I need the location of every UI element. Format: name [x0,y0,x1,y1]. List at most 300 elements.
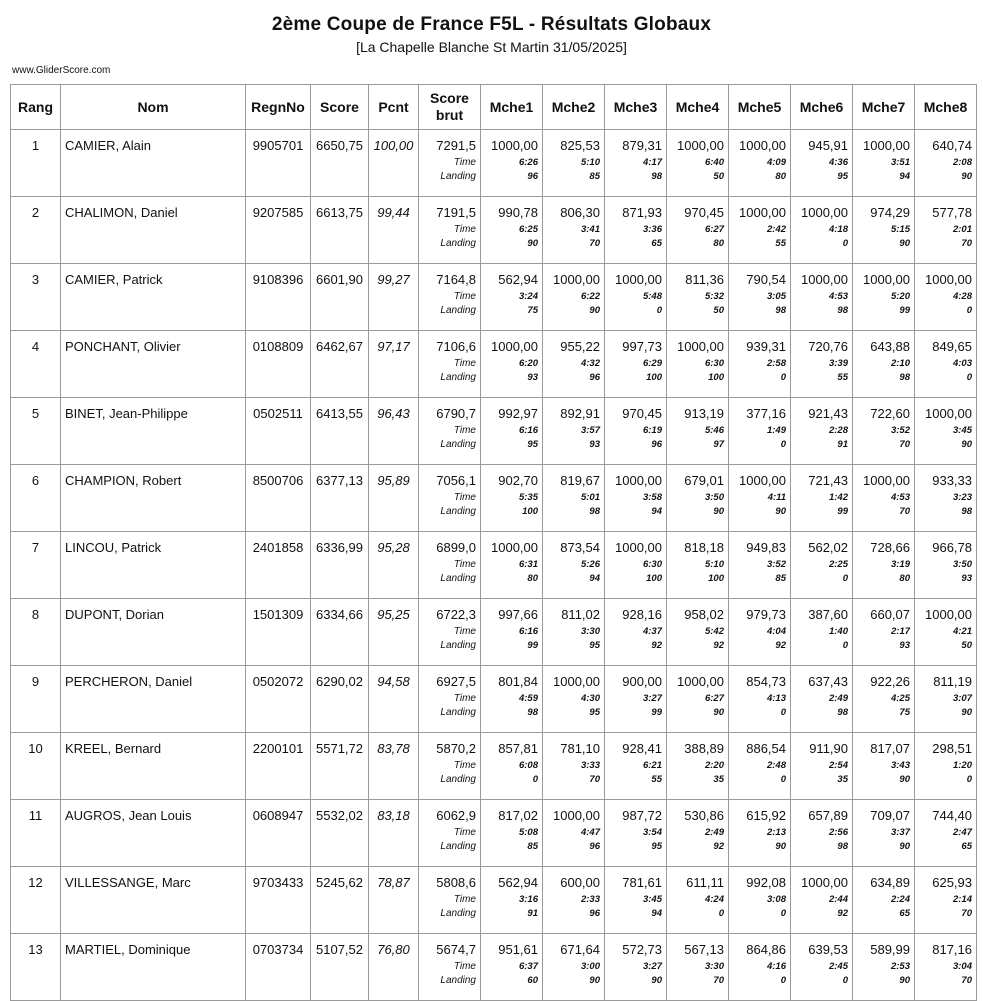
regn-no-cell: 8500706 [246,465,311,532]
round-landing: 96 [589,841,600,852]
score-cell: 5571,72 [311,733,369,800]
round-score: 298,51 [932,741,972,756]
round-time: 4:37 [642,626,662,637]
round-landing: 94 [651,908,662,919]
round-landing: 98 [961,506,972,517]
round-time: 3:50 [952,559,972,570]
table-row [11,398,977,465]
regn-no-cell: 2200101 [246,733,311,800]
round-time: 3:39 [828,358,848,369]
round-cell [543,130,605,197]
round-landing: 95 [837,171,848,182]
round-landing: 85 [775,573,786,584]
round-cell [915,599,977,666]
round-landing: 0 [780,439,786,450]
round-cell [605,130,667,197]
round-score: 781,10 [560,741,600,756]
landing-label: Landing [440,506,476,517]
round-cell [915,331,977,398]
round-time: 2:48 [766,760,786,771]
round-score: 879,31 [622,138,662,153]
round-cell [543,264,605,331]
round-time: 1:42 [828,492,848,503]
regn-no-cell: 0608947 [246,800,311,867]
percent-cell: 76,80 [369,934,419,1001]
score-brut-cell [419,264,481,331]
round-cell [853,532,915,599]
round-time: 3:07 [952,693,972,704]
regn-no-cell: 9905701 [246,130,311,197]
regn-no-cell: 0108809 [246,331,311,398]
regn-no-cell: 9207585 [246,197,311,264]
percent-cell: 83,78 [369,733,419,800]
round-time: 4:59 [518,693,538,704]
round-score: 1000,00 [553,674,600,689]
round-time: 6:30 [704,358,724,369]
round-time: 6:21 [642,760,662,771]
rank-cell: 9 [11,666,61,733]
table-row [11,130,977,197]
round-time: 6:16 [518,626,538,637]
score-brut-value: 7164,8 [436,272,476,287]
round-landing: 92 [775,640,786,651]
round-cell [915,130,977,197]
col-header-pcnt: Pcnt [369,85,419,130]
round-landing: 93 [589,439,600,450]
round-landing: 92 [837,908,848,919]
score-brut-cell [419,532,481,599]
regn-no-cell: 1501309 [246,599,311,666]
table-row [11,331,977,398]
round-cell [605,331,667,398]
round-landing: 95 [651,841,662,852]
round-time: 6:30 [642,559,662,570]
round-landing: 0 [842,975,848,986]
round-cell [853,331,915,398]
round-landing: 93 [899,640,910,651]
round-landing: 100 [708,372,724,383]
col-header-score: Score [311,85,369,130]
round-landing: 93 [527,372,538,383]
round-cell [481,331,543,398]
round-landing: 70 [589,238,600,249]
round-landing: 0 [842,640,848,651]
round-score: 1000,00 [801,272,848,287]
round-landing: 98 [589,506,600,517]
round-time: 3:36 [642,224,662,235]
round-landing: 98 [837,841,848,852]
round-score: 1000,00 [491,540,538,555]
percent-cell: 83,18 [369,800,419,867]
round-landing: 80 [527,573,538,584]
round-landing: 0 [656,305,662,316]
round-score: 721,43 [808,473,848,488]
round-time: 3:27 [642,693,662,704]
round-score: 1000,00 [739,473,786,488]
col-header-mche4: Mche4 [667,85,729,130]
round-time: 3:16 [518,894,538,905]
round-cell [915,666,977,733]
round-score: 818,18 [684,540,724,555]
round-landing: 100 [646,573,662,584]
table-row [11,800,977,867]
score-brut-cell [419,599,481,666]
round-landing: 90 [713,707,724,718]
round-time: 2:45 [828,961,848,972]
round-time: 4:21 [952,626,972,637]
col-header-mche1: Mche1 [481,85,543,130]
round-score: 1000,00 [615,540,662,555]
round-score: 817,02 [498,808,538,823]
round-time: 6:27 [704,693,724,704]
round-score: 562,94 [498,272,538,287]
round-cell [729,599,791,666]
round-landing: 0 [966,305,972,316]
round-cell [853,398,915,465]
round-score: 728,66 [870,540,910,555]
round-time: 4:09 [766,157,786,168]
round-time: 5:35 [518,492,538,503]
round-cell [543,867,605,934]
round-landing: 35 [837,774,848,785]
rank-cell: 13 [11,934,61,1001]
pilot-name-cell: PONCHANT, Olivier [61,331,246,398]
round-time: 5:08 [518,827,538,838]
round-time: 2:13 [766,827,786,838]
round-score: 790,54 [746,272,786,287]
round-time: 3:52 [890,425,910,436]
round-cell [915,398,977,465]
round-landing: 90 [899,774,910,785]
round-cell [605,197,667,264]
round-cell [543,599,605,666]
round-cell [667,666,729,733]
round-time: 2:33 [580,894,600,905]
round-cell [853,733,915,800]
round-landing: 90 [775,506,786,517]
percent-cell: 78,87 [369,867,419,934]
round-cell [915,733,977,800]
round-landing: 70 [899,506,910,517]
round-score: 640,74 [932,138,972,153]
round-cell [791,733,853,800]
round-score: 1000,00 [925,607,972,622]
score-brut-value: 5808,6 [436,875,476,890]
round-time: 4:53 [828,291,848,302]
round-time: 3:41 [580,224,600,235]
round-cell [791,800,853,867]
round-landing: 60 [527,975,538,986]
document-title: 2ème Coupe de France F5L - Résultats Globaux [271,14,712,35]
round-time: 3:54 [642,827,662,838]
round-score: 530,86 [684,808,724,823]
round-cell [791,867,853,934]
round-landing: 55 [775,238,786,249]
round-cell [605,934,667,1001]
score-cell: 6413,55 [311,398,369,465]
score-brut-value: 6062,9 [436,808,476,823]
round-time: 2:24 [890,894,910,905]
round-score: 970,45 [684,205,724,220]
rank-cell: 5 [11,398,61,465]
round-score: 939,31 [746,339,786,354]
round-score: 637,43 [808,674,848,689]
landing-label: Landing [440,841,476,852]
round-score: 864,86 [746,942,786,957]
round-time: 5:26 [580,559,600,570]
header-row [11,85,977,130]
table-row [11,666,977,733]
round-score: 720,76 [808,339,848,354]
round-landing: 90 [961,171,972,182]
round-cell [481,197,543,264]
time-label: Time [453,425,476,436]
round-cell [915,264,977,331]
pilot-name-cell: CAMIER, Alain [61,130,246,197]
round-landing: 85 [589,171,600,182]
round-score: 1000,00 [491,138,538,153]
round-landing: 70 [961,238,972,249]
round-score: 913,19 [684,406,724,421]
round-cell [729,800,791,867]
round-time: 3:30 [580,626,600,637]
round-score: 1000,00 [615,473,662,488]
table-row [11,532,977,599]
pilot-name-cell: MARTIEL, Dominique [61,934,246,1001]
round-time: 3:45 [642,894,662,905]
percent-cell: 95,89 [369,465,419,532]
round-score: 572,73 [622,942,662,957]
round-landing: 70 [961,975,972,986]
round-landing: 75 [899,707,910,718]
round-landing: 65 [651,238,662,249]
round-time: 2:44 [828,894,848,905]
score-brut-value: 7056,1 [436,473,476,488]
round-cell [853,599,915,666]
round-cell [915,867,977,934]
results-table [10,84,977,1001]
round-landing: 98 [837,707,848,718]
round-time: 6:16 [518,425,538,436]
round-score: 679,01 [684,473,724,488]
score-brut-value: 7291,5 [436,138,476,153]
round-time: 4:03 [952,358,972,369]
round-time: 2:54 [828,760,848,771]
pilot-name-cell: DUPONT, Dorian [61,599,246,666]
round-cell [667,130,729,197]
round-cell [853,800,915,867]
round-time: 5:01 [580,492,600,503]
round-score: 388,89 [684,741,724,756]
round-score: 562,02 [808,540,848,555]
score-brut-cell [419,934,481,1001]
time-label: Time [453,693,476,704]
round-time: 1:20 [952,760,972,771]
round-score: 854,73 [746,674,786,689]
round-landing: 98 [651,171,662,182]
round-landing: 94 [589,573,600,584]
round-landing: 91 [837,439,848,450]
round-cell [729,130,791,197]
score-cell: 5532,02 [311,800,369,867]
round-time: 6:40 [704,157,724,168]
round-landing: 65 [961,841,972,852]
score-brut-cell [419,867,481,934]
round-landing: 90 [899,238,910,249]
round-time: 5:48 [642,291,662,302]
round-score: 979,73 [746,607,786,622]
landing-label: Landing [440,573,476,584]
round-cell [543,465,605,532]
pilot-name-cell: KREEL, Bernard [61,733,246,800]
score-brut-cell [419,800,481,867]
round-score: 992,08 [746,875,786,890]
round-landing: 96 [651,439,662,450]
col-header-mche7: Mche7 [853,85,915,130]
round-time: 4:18 [828,224,848,235]
round-score: 1000,00 [863,473,910,488]
round-landing: 100 [522,506,538,517]
col-header-mche3: Mche3 [605,85,667,130]
rank-cell: 11 [11,800,61,867]
pilot-name-cell: VILLESSANGE, Marc [61,867,246,934]
round-score: 928,41 [622,741,662,756]
round-landing: 94 [899,171,910,182]
percent-cell: 96,43 [369,398,419,465]
round-score: 892,91 [560,406,600,421]
time-label: Time [453,626,476,637]
round-cell [667,867,729,934]
round-time: 6:19 [642,425,662,436]
round-time: 4:47 [580,827,600,838]
pilot-name-cell: LINCOU, Patrick [61,532,246,599]
round-time: 5:10 [580,157,600,168]
round-landing: 55 [651,774,662,785]
round-landing: 0 [780,908,786,919]
round-time: 6:37 [518,961,538,972]
round-cell [853,666,915,733]
round-landing: 65 [899,908,910,919]
score-cell: 6462,67 [311,331,369,398]
round-time: 4:13 [766,693,786,704]
round-score: 902,70 [498,473,538,488]
round-score: 589,99 [870,942,910,957]
round-cell [667,800,729,867]
round-time: 5:42 [704,626,724,637]
round-cell [605,398,667,465]
round-time: 1:49 [766,425,786,436]
round-cell [481,867,543,934]
round-landing: 93 [961,573,972,584]
round-cell [853,264,915,331]
round-time: 4:04 [766,626,786,637]
round-cell [791,264,853,331]
round-time: 4:32 [580,358,600,369]
round-score: 811,36 [685,272,724,287]
round-score: 600,00 [560,875,600,890]
round-landing: 70 [899,439,910,450]
round-landing: 80 [899,573,910,584]
round-score: 955,22 [560,339,600,354]
time-label: Time [453,157,476,168]
round-landing: 96 [589,372,600,383]
col-header-regnno: RegnNo [246,85,311,130]
col-header-nom: Nom [61,85,246,130]
score-brut-value: 6927,5 [436,674,476,689]
round-cell [791,130,853,197]
round-score: 1000,00 [739,205,786,220]
round-score: 949,83 [746,540,786,555]
round-time: 2:47 [952,827,972,838]
round-time: 6:26 [518,157,538,168]
round-score: 1000,00 [739,138,786,153]
round-cell [667,197,729,264]
round-time: 4:36 [828,157,848,168]
site-url: www.GliderScore.com [12,65,111,76]
round-time: 3:23 [952,492,972,503]
landing-label: Landing [440,774,476,785]
results-body [11,130,977,1001]
round-landing: 50 [961,640,972,651]
rank-cell: 3 [11,264,61,331]
round-cell [543,532,605,599]
round-score: 671,64 [560,942,600,957]
round-score: 709,07 [870,808,910,823]
round-cell [729,264,791,331]
table-row [11,599,977,666]
table-row [11,733,977,800]
round-time: 2:28 [828,425,848,436]
round-time: 2:17 [890,626,910,637]
round-score: 922,26 [870,674,910,689]
col-header-score-brut [419,85,481,130]
round-score: 1000,00 [677,339,724,354]
round-score: 911,90 [809,741,848,756]
round-cell [667,264,729,331]
round-cell [605,264,667,331]
round-landing: 70 [713,975,724,986]
landing-label: Landing [440,707,476,718]
round-score: 1000,00 [677,674,724,689]
round-time: 2:58 [766,358,786,369]
round-score: 857,81 [498,741,538,756]
round-cell [605,733,667,800]
round-score: 958,02 [684,607,724,622]
score-brut-value: 6722,3 [436,607,476,622]
round-cell [543,197,605,264]
round-landing: 55 [837,372,848,383]
regn-no-cell: 0502072 [246,666,311,733]
round-landing: 100 [646,372,662,383]
table-row [11,197,977,264]
round-score: 997,66 [498,607,538,622]
round-score: 945,91 [808,138,848,153]
round-time: 4:17 [642,157,662,168]
score-cell: 6613,75 [311,197,369,264]
col-header-mche8: Mche8 [915,85,977,130]
round-landing: 99 [651,707,662,718]
round-landing: 91 [527,908,538,919]
round-score: 1000,00 [925,272,972,287]
round-time: 2:49 [704,827,724,838]
round-cell [481,800,543,867]
regn-no-cell: 9108396 [246,264,311,331]
rank-cell: 1 [11,130,61,197]
round-score: 577,78 [932,205,972,220]
round-time: 3:04 [952,961,972,972]
landing-label: Landing [440,908,476,919]
round-landing: 95 [527,439,538,450]
